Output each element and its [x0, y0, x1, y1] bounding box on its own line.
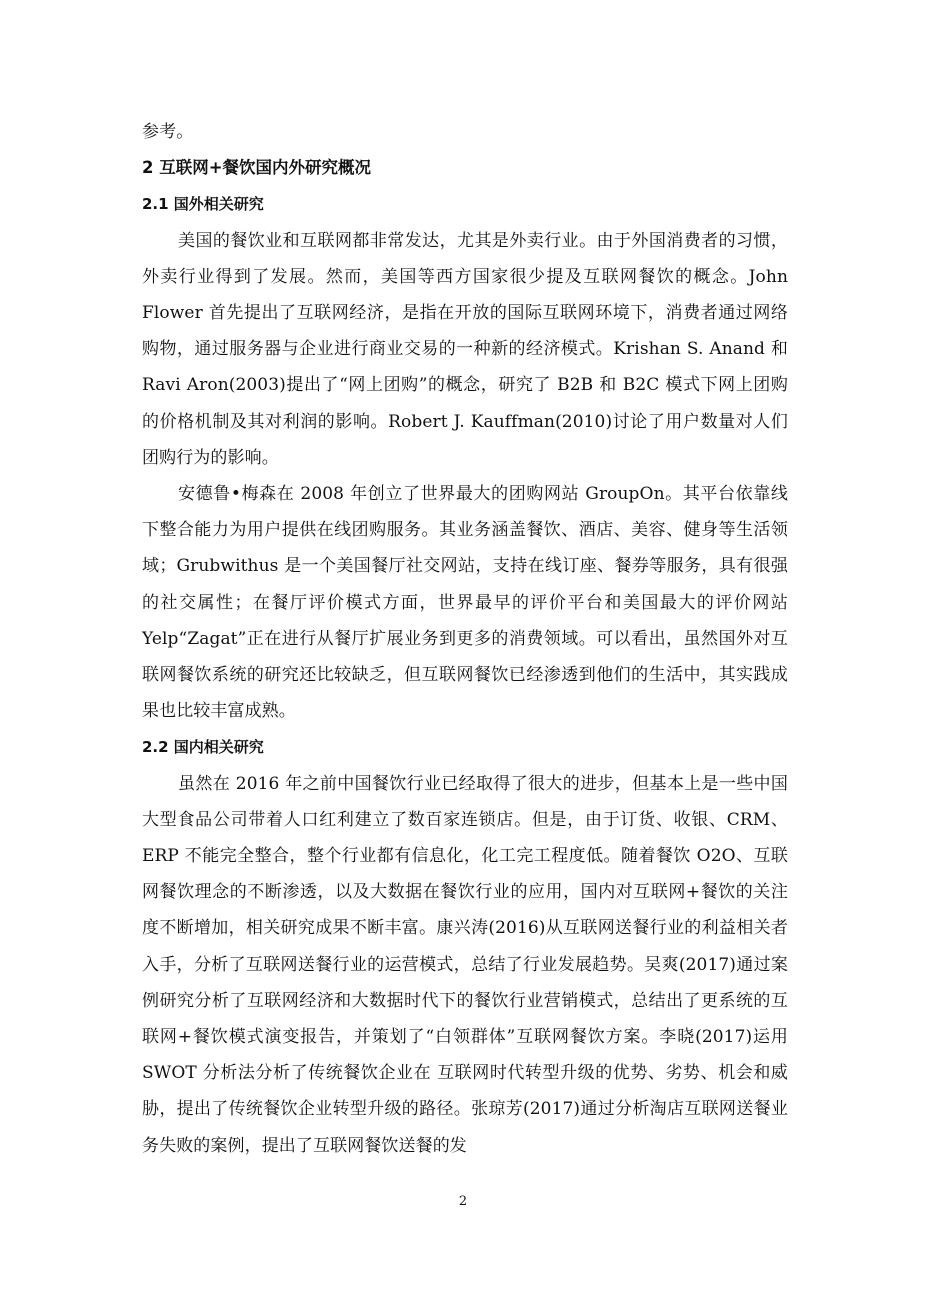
subsection-heading-foreign-research: 2.1 国外相关研究: [142, 195, 264, 214]
page-number: 2: [458, 1194, 468, 1209]
opening-fragment: 参考。: [142, 122, 194, 142]
foreign-research-paragraph-1: 美国的餐饮业和互联网都非常发达，尤其是外卖行业。由于外国消费者的习惯，外卖行业得到了发展。然而，美国等西方国家很少提及互联网餐饮的概念。John Flower 首先提出了互联网经济，是指在开放的国际互联网环境下，消费者通过网络购物，通过服务器与企业进行商业交易的一种新的经济模式。Krishan S. Anand 和 Ravi Aron(2003)提出了“网上团购”的概念，研究了 B2B 和 B2C 模式下网上团购的价格机制及其对利润的影响。Robert J. Kauffman(2010)讨论了用户数量对人们团购行为的影响。: [142, 230, 788, 468]
section-heading: 2 互联网+餐饮国内外研究概况: [142, 158, 372, 178]
subsection-heading-domestic-research: 2.2 国内相关研究: [142, 738, 264, 757]
domestic-research-paragraph-1: 虽然在 2016 年之前中国餐饮行业已经取得了很大的进步，但基本上是一些中国大型食品公司带着人口红利建立了数百家连锁店。但是，由于订货、收银、CRM、ERP 不能完全整合，整个行业都有信息化，化工完工程度低。随着餐饮 O2O、互联网餐饮理念的不断渗透，以及大数据在餐饮行业的应用，国内对互联网+餐饮的关注度不断增加，相关研究成果不断丰富。康兴涛(2016)从互联网送餐行业的利益相关者入手，分析了互联网送餐行业的运营模式，总结了行业发展趋势。吴爽(2017)通过案例研究分析了互联网经济和大数据时代下的餐饮行业营销模式，总结出了更系统的互联网+餐饮模式演变报告，并策划了“白领群体”互联网餐饮方案。李晓(2017)运用 SWOT 分析法分析了传统餐饮企业在 互联网时代转型升级的优势、劣势、机会和威胁，提出了传统餐饮企业转型升级的路径。张琼芳(2017)通过分析淘店互联网送餐业务失败的案例，提出了互联网餐饮送餐的发: [142, 773, 788, 1156]
page-body: [142, 114, 788, 1164]
foreign-research-paragraph-2: 安德鲁•梅森在 2008 年创立了世界最大的团购网站 GroupOn。其平台依靠线下整合能力为用户提供在线团购服务。其业务涵盖餐饮、酒店、美容、健身等生活领域；Grubwithus 是一个美国餐厅社交网站，支持在线订座、餐券等服务，具有很强的社交属性；在餐厅评价模式方面，世界最早的评价平台和美国最大的评价网站 Yelp“Zagat”正在进行从餐厅扩展业务到更多的消费领域。可以看出，虽然国外对互联网餐饮系统的研究还比较缺乏，但互联网餐饮已经渗透到他们的生活中，其实践成果也比较丰富成熟。: [142, 484, 788, 722]
